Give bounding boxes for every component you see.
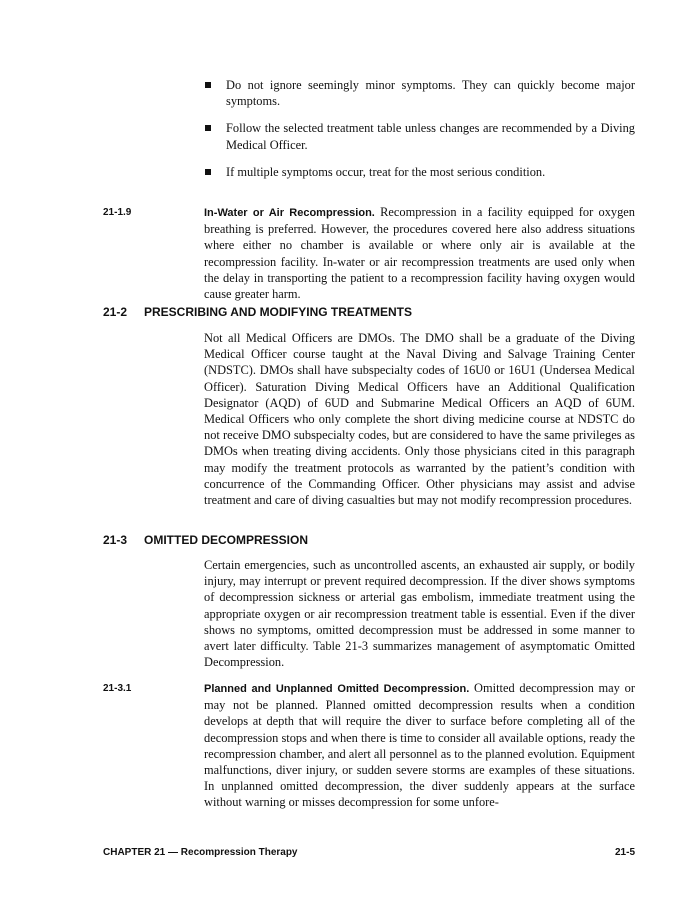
subsection-21-3-1 bbox=[103, 680, 635, 811]
square-bullet-icon bbox=[205, 125, 211, 131]
section-heading-21-3 bbox=[103, 533, 308, 547]
bullet-text: If multiple symptoms occur, treat for the most serious condition. bbox=[226, 164, 546, 179]
section-number: 21-3 bbox=[103, 533, 128, 547]
footer-page-number: 21-5 bbox=[614, 847, 635, 858]
list-item bbox=[205, 77, 635, 109]
section-number: 21-2 bbox=[103, 305, 128, 319]
subsection-text: Recompression in a facility equipped for oxygen breathing is preferred. However, the procedures covered here also address situations where either no chamber is available or where only air is available at the recompression facility. In-water or air recompression treatments are used only when the delay in transporting the patient to a recompression facility having oxygen would cause greater harm. bbox=[204, 205, 635, 302]
section-21-3-text: Certain emergencies, such as uncontrolled ascents, an exhausted air supply, or bodily injury, may interrupt or prevent required decompression. If the diver shows symptoms of decompression sickness or arterial gas embolism, immediate treatment using the appropriate oxygen or air recompression treatment table is essential. Even if the diver shows no symptoms, omitted decompression must be addressed in some manner to avert later difficulty. Table 21-3 summarizes management of asymptomatic Omitted Decompression. bbox=[204, 558, 635, 670]
bullet-text: Follow the selected treatment table unless changes are recommended by a Diving Medical Officer. bbox=[226, 121, 635, 152]
section-heading-21-2 bbox=[103, 305, 412, 319]
section-title: OMITTED DECOMPRESSION bbox=[144, 533, 309, 547]
square-bullet-icon bbox=[205, 82, 211, 88]
footer-chapter: CHAPTER 21 — Recompression Therapy bbox=[103, 847, 298, 858]
square-bullet-icon bbox=[205, 169, 211, 175]
list-item bbox=[205, 120, 635, 152]
subsection-number: 21-1.9 bbox=[103, 207, 132, 218]
subsection-number: 21-3.1 bbox=[103, 683, 132, 694]
section-title: PRESCRIBING AND MODIFYING TREATMENTS bbox=[144, 305, 413, 319]
list-item bbox=[205, 164, 635, 180]
section-21-2-text: Not all Medical Officers are DMOs. The DMO shall be a graduate of the Diving Medical Officer course taught at the Naval Diving and Salvage Training Center (NDSTC). DMOs shall have subspecialty codes of 16U0 or 16U1 (Undersea Medical Officer). Saturation Diving Medical Officers have an Additional Qualification Designator (AQD) of 6UD and Submarine Medical Officers an AQD of 6UM. Medical Officers who only complete the short diving medicine course at NDSTC do not receive DMO subspecialty codes, but are considered to have the same privileges as DMOs when treating diving accidents. Only those physicians cited in this paragraph may modify the treatment protocols as warranted by the patient’s condition with concurrence of the Commanding Officer. Other physicians may assist and advise treatment and care of diving casualties but may not modify recompression procedures. bbox=[204, 331, 635, 508]
subsection-text: Omitted decompression may or may not be planned. Planned omitted decompression results when a condition develops at depth that will require the diver to surface before completing all of the decompression stops and when there is time to consider all available options, ready the recompression chamber, and alert all personnel as to the planned evolution. Equipment malfunctions, diver injury, or sudden severe storms are examples of these situations. In unplanned omitted decompression, the diver suddenly appears at the surface without warning or misses decompression for some unfore- bbox=[204, 681, 635, 810]
subsection-21-1-9 bbox=[103, 204, 635, 302]
subsection-title: Planned and Unplanned Omitted Decompression. bbox=[204, 683, 470, 695]
bullet-text: Do not ignore seemingly minor symptoms. They can quickly become major symptoms. bbox=[226, 78, 635, 109]
bullet-list bbox=[205, 77, 635, 191]
subsection-title: In-Water or Air Recompression. bbox=[204, 207, 375, 219]
